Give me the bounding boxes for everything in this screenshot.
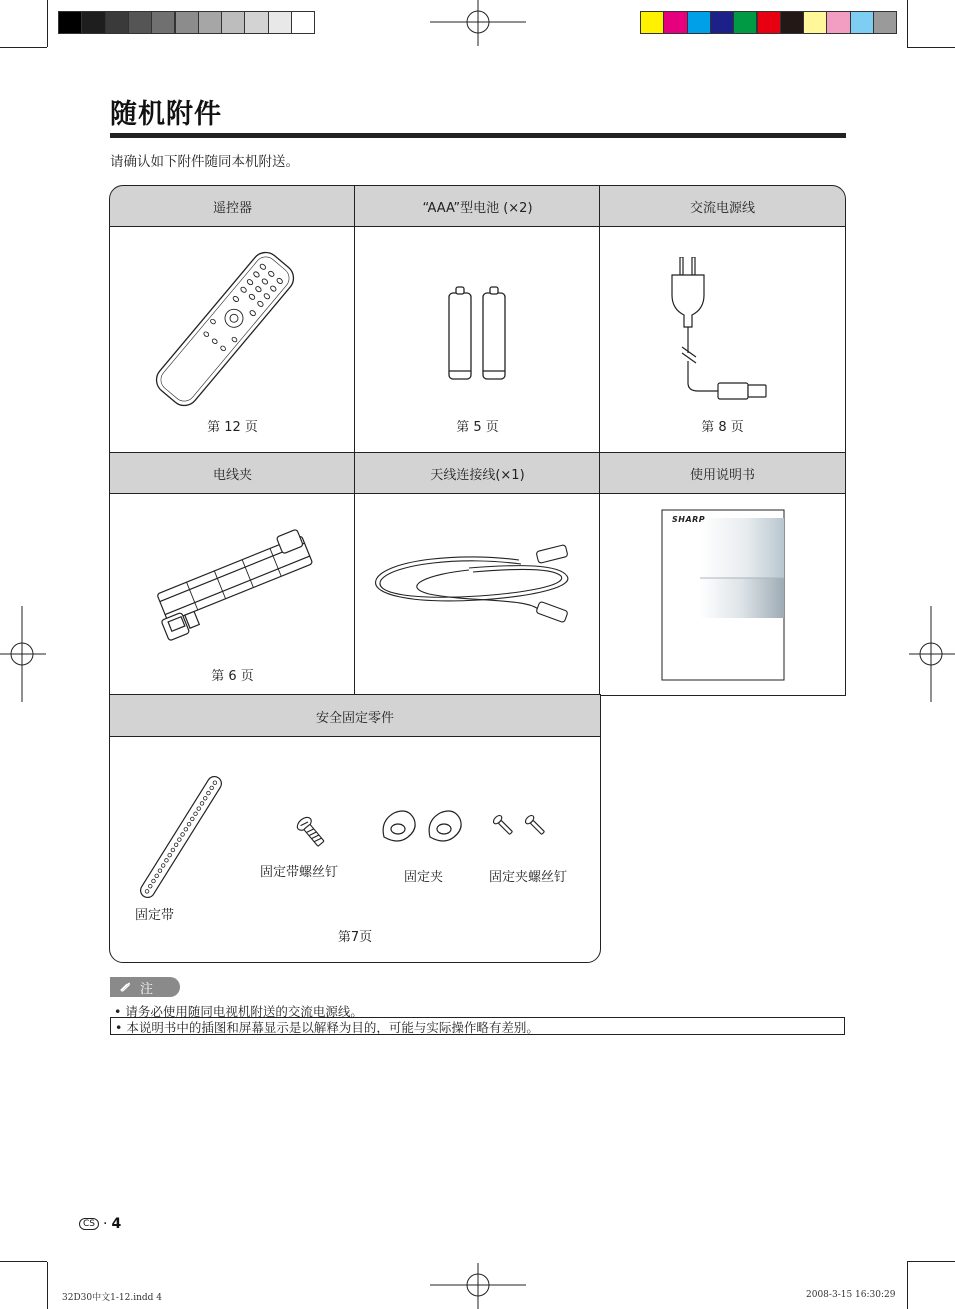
page-ref: 第 8 页 [701, 420, 744, 435]
battery-icon [445, 285, 509, 383]
page-ref: 第7页 [337, 930, 373, 945]
part-label-clamp-screw: 固定夹螺丝钉 [489, 870, 568, 885]
registration-mark-left [0, 606, 46, 702]
header-manual [599, 452, 846, 495]
note-item: • 本说明书中的插图和屏幕显示是以解释为目的，可能与实际操作略有差别。 [115, 1020, 539, 1035]
language-code-badge: CS [79, 1218, 99, 1230]
crop-mark [907, 1262, 908, 1309]
color-swatch [58, 11, 82, 34]
intro-text: 请确认如下附件随同本机附送。 [110, 154, 299, 170]
cell-antenna-cable [354, 493, 601, 696]
header-safety-parts [109, 694, 601, 738]
color-swatch [687, 11, 711, 34]
color-swatch [780, 11, 804, 34]
fixing-clamp-icon [378, 807, 478, 849]
note-item-boxed [110, 1017, 845, 1035]
header-label: 电线夹 [212, 468, 252, 483]
color-swatch [268, 11, 292, 34]
page-number [79, 1216, 121, 1232]
color-swatch [244, 11, 268, 34]
operation-manual-illustration [660, 508, 788, 684]
crop-mark [47, 1262, 48, 1309]
note-item: • 请务必使用随同电视机附送的交流电源线。 [114, 1004, 363, 1019]
color-swatch [803, 11, 827, 34]
crop-mark [907, 0, 908, 47]
remote-control-illustration [150, 249, 300, 409]
header-batteries [354, 185, 601, 228]
cable-clamp-illustration [150, 520, 320, 644]
band-screw-icon [294, 815, 330, 851]
registration-mark-top [430, 0, 526, 46]
cell-safety-parts [109, 736, 601, 963]
header-ac-cord [599, 185, 846, 228]
color-swatch [175, 11, 199, 34]
color-swatch [757, 11, 781, 34]
file-slug: 32D30中文1-12.indd 4 [62, 1293, 162, 1303]
header-label: 天线连接线(×1) [430, 468, 525, 483]
color-swatch [663, 11, 687, 34]
registration-mark-bottom [430, 1263, 526, 1309]
color-swatch [151, 11, 175, 34]
power-cord-illustration [668, 257, 778, 407]
page-ref: 第 12 页 [207, 420, 258, 435]
color-swatch [733, 11, 757, 34]
part-label-clamp: 固定夹 [404, 870, 444, 885]
header-label: 交流电源线 [689, 201, 755, 216]
color-swatch [198, 11, 222, 34]
cell-remote-control [109, 226, 356, 454]
color-swatch [710, 11, 734, 34]
color-swatch [105, 11, 129, 34]
color-swatch [221, 11, 245, 34]
header-label: 使用说明书 [689, 468, 755, 483]
manual-brand-logo: SHARP [672, 515, 706, 524]
title-divider [110, 133, 846, 138]
page-title: 随机附件 [110, 99, 222, 130]
crop-mark [907, 47, 955, 48]
color-swatch [873, 11, 897, 34]
registration-mark-right [909, 606, 955, 702]
antenna-cable-illustration [369, 542, 579, 632]
header-remote-control [109, 185, 356, 228]
cell-cable-clamp [109, 493, 356, 696]
crop-mark [0, 47, 47, 48]
cell-batteries [354, 226, 601, 454]
part-label-band: 固定带 [135, 908, 175, 923]
crop-mark [47, 0, 48, 47]
color-swatch [640, 11, 664, 34]
color-swatch [128, 11, 152, 34]
crop-mark [907, 1261, 955, 1262]
paperclip-icon [118, 980, 132, 994]
note-badge-label: 注 [140, 981, 154, 997]
fixing-band-illustration [136, 773, 226, 901]
header-label: 遥控器 [212, 201, 252, 216]
note-badge [110, 977, 180, 997]
header-antenna-cable [354, 452, 601, 495]
part-label-band-screw: 固定带螺丝钉 [260, 865, 339, 880]
page-number-separator: · [103, 1216, 108, 1232]
page-number-value: 4 [111, 1216, 122, 1232]
cell-ac-cord [599, 226, 846, 454]
cell-manual [599, 493, 846, 696]
header-label: “AAA”型电池 (×2) [422, 201, 533, 216]
timestamp-slug: 2008-3-15 16:30:29 [806, 1290, 896, 1300]
page-ref: 第 5 页 [456, 420, 499, 435]
clamp-screw-icon [492, 813, 552, 839]
crop-mark [0, 1261, 47, 1262]
header-label: 安全固定零件 [315, 710, 394, 726]
color-swatch [291, 11, 315, 34]
color-swatch [826, 11, 850, 34]
color-swatch [81, 11, 105, 34]
page-ref: 第 6 页 [211, 669, 254, 684]
header-cable-clamp [109, 452, 356, 495]
color-swatch [850, 11, 874, 34]
